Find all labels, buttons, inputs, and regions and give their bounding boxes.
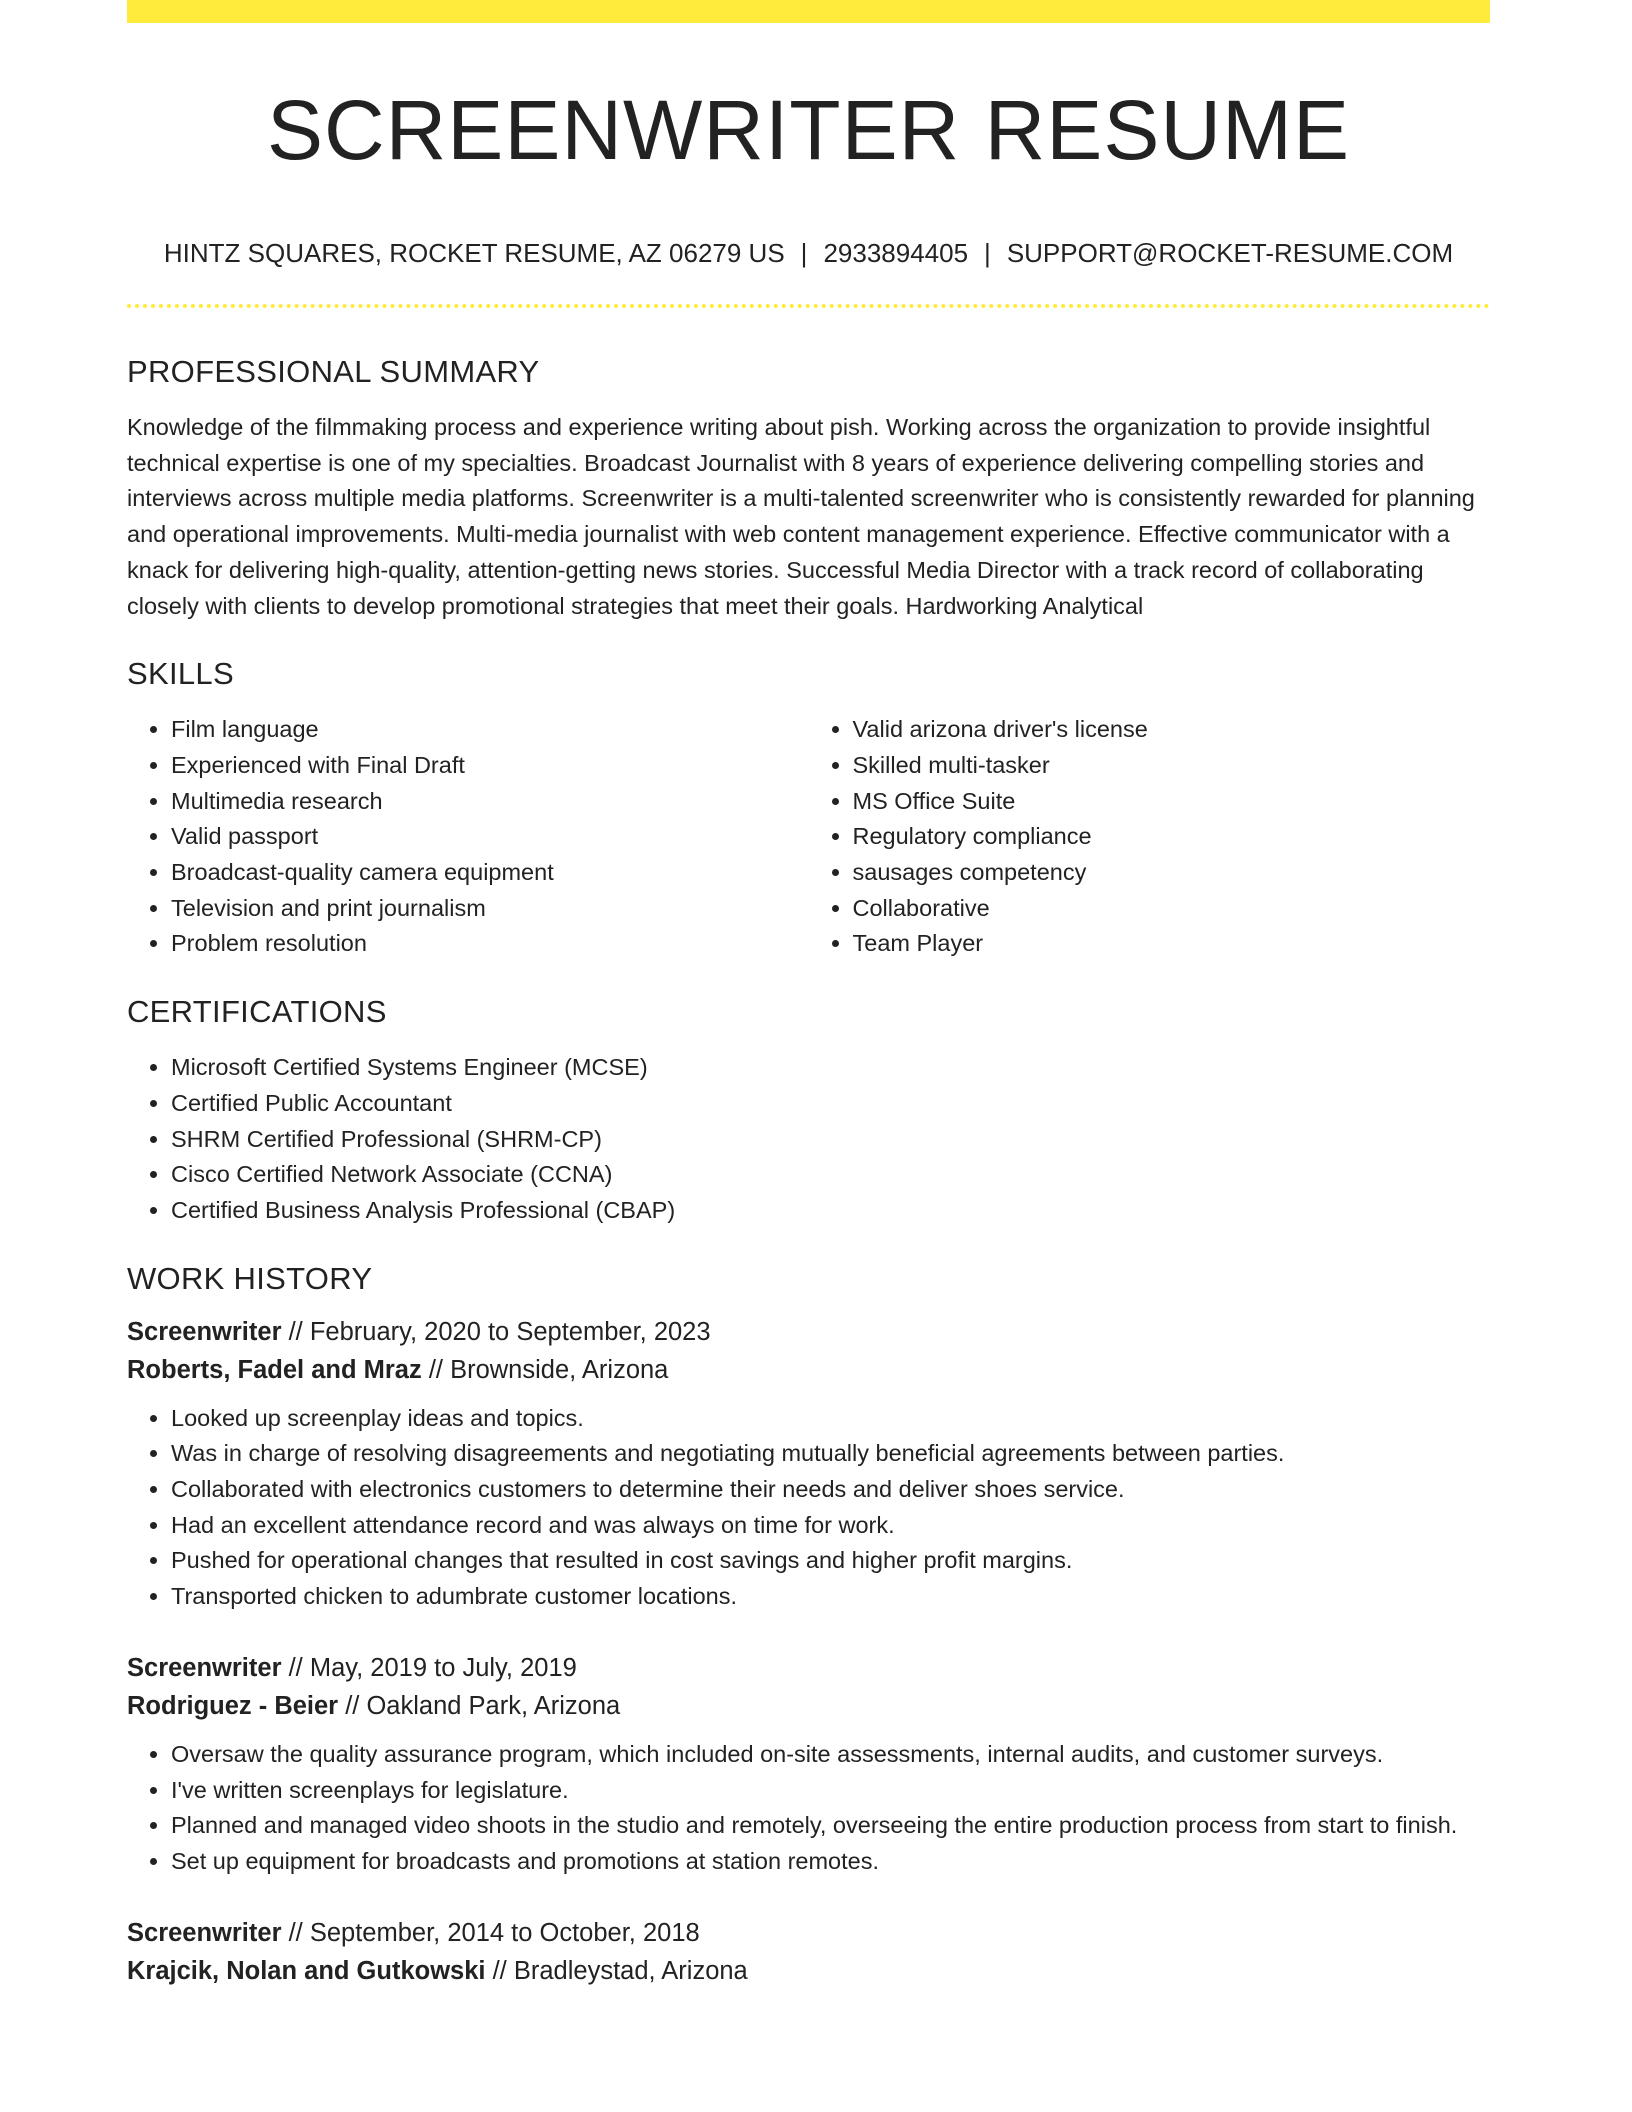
skill-item: • Problem resolution — [171, 926, 809, 962]
field-separator: // — [421, 1355, 451, 1384]
job-bullet: • Looked up screenplay ideas and topics. — [171, 1401, 1490, 1437]
skills-section — [127, 654, 1490, 962]
job-company-line — [127, 1687, 1490, 1725]
job-bullet: • Transported chicken to adumbrate customer locations. — [171, 1579, 1490, 1615]
job-location: Oakland Park, Arizona — [366, 1691, 621, 1720]
job-location: Bradleystad, Arizona — [513, 1956, 748, 1985]
job-title-line — [127, 1914, 1490, 1952]
job-location: Brownside, Arizona — [450, 1355, 669, 1384]
certification-item: • Certified Business Analysis Professional (CBAP) — [171, 1193, 1490, 1229]
dotted-divider — [127, 304, 1490, 308]
summary-heading: PROFESSIONAL SUMMARY — [127, 354, 540, 389]
certifications-list — [127, 1050, 1490, 1229]
contact-separator: | — [984, 238, 991, 268]
job-bullet: • Collaborated with electronics customers to determine their needs and deliver shoes service. — [171, 1472, 1490, 1508]
job-entry — [127, 1313, 1490, 1615]
job-bullet: • Set up equipment for broadcasts and promotions at station remotes. — [171, 1844, 1490, 1880]
job-entry — [127, 1649, 1490, 1880]
skill-item: • Regulatory compliance — [853, 819, 1491, 855]
skill-item: • Skilled multi-tasker — [853, 748, 1491, 784]
field-separator: // — [485, 1956, 514, 1985]
field-separator: // — [338, 1691, 367, 1720]
skill-item: • Broadcast-quality camera equipment — [171, 855, 809, 891]
certification-item: • SHRM Certified Professional (SHRM-CP) — [171, 1122, 1490, 1158]
job-bullet: • I've written screenplays for legislature. — [171, 1773, 1490, 1809]
contact-address: HINTZ SQUARES, ROCKET RESUME, AZ 06279 US — [163, 238, 785, 268]
skills-list-right — [809, 712, 1491, 962]
job-bullet: • Had an excellent attendance record and was always on time for work. — [171, 1508, 1490, 1544]
job-bullets — [127, 1401, 1490, 1615]
skill-item: • Valid passport — [171, 819, 809, 855]
skill-item: • Collaborative — [853, 891, 1491, 927]
skill-item: • Valid arizona driver's license — [853, 712, 1491, 748]
skill-item: • Multimedia research — [171, 784, 809, 820]
job-title-line — [127, 1649, 1490, 1687]
job-title: Screenwriter — [127, 1317, 282, 1346]
job-company: Krajcik, Nolan and Gutkowski — [127, 1956, 486, 1985]
contact-phone: 2933894405 — [823, 238, 969, 268]
certification-item: • Microsoft Certified Systems Engineer (MCSE) — [171, 1050, 1490, 1086]
job-title-line — [127, 1313, 1490, 1351]
skill-item: • Team Player — [853, 926, 1491, 962]
job-dates: February, 2020 to September, 2023 — [309, 1317, 711, 1346]
contact-line — [127, 236, 1490, 270]
job-company: Rodriguez - Beier — [127, 1691, 339, 1720]
contact-email: SUPPORT@ROCKET-RESUME.COM — [1006, 238, 1454, 268]
job-company: Roberts, Fadel and Mraz — [127, 1355, 422, 1384]
field-separator: // — [281, 1317, 310, 1346]
resume-body — [127, 352, 1490, 1990]
job-title: Screenwriter — [127, 1653, 282, 1682]
job-bullet: • Oversaw the quality assurance program, which included on-site assessments, internal audits, and customer surveys. — [171, 1737, 1490, 1773]
certifications-heading: CERTIFICATIONS — [127, 994, 387, 1030]
job-company-line — [127, 1351, 1490, 1389]
job-dates: September, 2014 to October, 2018 — [309, 1918, 700, 1947]
skills-heading: SKILLS — [127, 656, 234, 692]
certifications-section — [127, 992, 1490, 1229]
work-history-section — [127, 1259, 1490, 1990]
resume-title: SCREENWRITER RESUME — [266, 83, 1351, 177]
work-history-heading: WORK HISTORY — [127, 1260, 373, 1296]
skills-list-left — [127, 712, 809, 962]
skill-item: • Experienced with Final Draft — [171, 748, 809, 784]
job-bullets — [127, 1737, 1490, 1880]
job-entry — [127, 1914, 1490, 1990]
skill-item: • Film language — [171, 712, 809, 748]
skill-item: • sausages competency — [853, 855, 1491, 891]
skill-item: • Television and print journalism — [171, 891, 809, 927]
skill-item: • MS Office Suite — [853, 784, 1491, 820]
skills-grid — [127, 694, 1490, 962]
summary-section — [127, 352, 1490, 624]
field-separator: // — [281, 1918, 310, 1947]
job-bullet: • Pushed for operational changes that resulted in cost savings and higher profit margins. — [171, 1543, 1490, 1579]
summary-text: Knowledge of the filmmaking process and experience writing about pish. Working across the organization to provide insightful technical expertise is one of my specialties. Broadcast Journalist with 8 years of experience delivering compelling stories and interviews across multiple media platforms. Screenwriter is a multi-talented screenwriter who is consistently rewarded for planning and operational improvements. Multi-media journalist with web content management experience. Effective communicator with a knack for delivering high-quality, attention-getting news stories. Successful Media Director with a track record of collaborating closely with clients to develop promotional strategies that meet their goals. Hardworking Analytical — [127, 414, 1475, 619]
job-bullet: • Planned and managed video shoots in the studio and remotely, overseeing the entire production process from start to finish. — [171, 1808, 1490, 1844]
job-dates: May, 2019 to July, 2019 — [309, 1653, 577, 1682]
contact-separator: | — [800, 238, 808, 268]
certification-item: • Certified Public Accountant — [171, 1086, 1490, 1122]
job-company-line — [127, 1952, 1490, 1990]
job-title: Screenwriter — [127, 1918, 282, 1947]
top-accent-bar — [127, 0, 1490, 23]
certification-item: • Cisco Certified Network Associate (CCNA) — [171, 1157, 1490, 1193]
field-separator: // — [281, 1653, 310, 1682]
job-bullet: • Was in charge of resolving disagreements and negotiating mutually beneficial agreements between parties. — [171, 1436, 1490, 1472]
